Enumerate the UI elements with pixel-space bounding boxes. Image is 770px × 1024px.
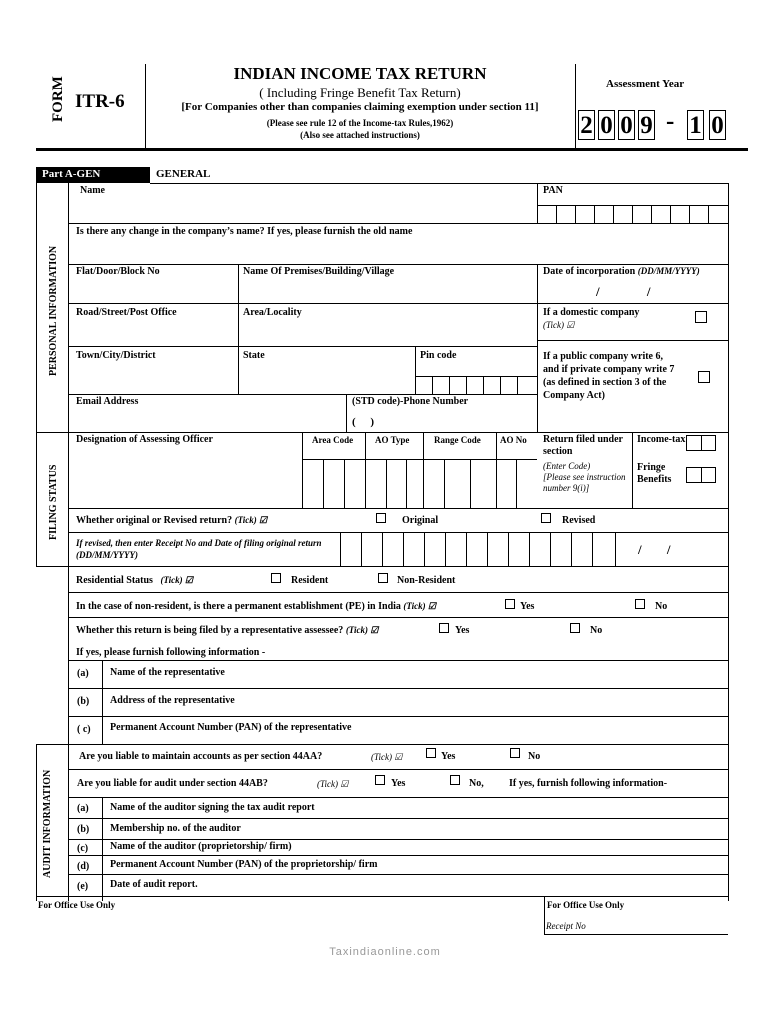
name-change-question: Is there any change in the company’s name? If yes, please furnish the old name [76,226,413,237]
fringe-code-input[interactable] [686,467,716,483]
rep-no-checkbox[interactable] [570,623,580,633]
pan-label: PAN [543,185,563,196]
state-label: State [243,350,265,361]
audit-item-key: (c) [77,843,89,854]
ao-type-label: AO Type [375,435,410,445]
audit-item-label: Name of the auditor (proprietorship/ firm) [110,841,292,852]
original-label: Original [402,515,439,526]
income-tax-label: Income-tax [637,434,686,445]
assessment-year-label: Assessment Year [606,78,685,90]
rep-no-label: No [590,625,603,636]
rep-yes-checkbox[interactable] [439,623,449,633]
email-label: Email Address [76,396,139,407]
q44aa: Are you liable to maintain accounts as per section 44AA? [79,751,323,762]
side-label-personal: PERSONAL INFORMATION [48,245,59,376]
q44aa-yes-label: Yes [441,751,456,762]
side-label-audit: AUDIT INFORMATION [42,769,53,878]
rep-if-yes: If yes, please furnish following information - [76,647,266,658]
phone-input[interactable]: ( ) [352,416,375,428]
year-digit: 0 [618,110,635,140]
rep-item-key: ( c) [77,724,91,735]
q44aa-no-checkbox[interactable] [510,748,520,758]
flat-label: Flat/Door/Block No [76,266,160,277]
form-subtitle: ( Including Fringe Benefit Tax Return) [259,85,461,100]
q44aa-no-label: No [528,751,541,762]
applicability-note: [For Companies other than companies claiming exemption under section 11] [181,101,539,113]
rule-note: (Please see rule 12 of the Income-tax Rules,1962) [266,118,454,128]
q44ab-tick: (Tick) ☑ [317,779,349,789]
audit-item-label: Permanent Account Number (PAN) of the proprietorship/ firm [110,859,378,870]
non-resident-label: Non-Resident [397,575,456,586]
rep-item-label: Permanent Account Number (PAN) of the representative [110,722,352,733]
town-label: Town/City/District [76,350,156,361]
watermark: Taxindiaonline.com [329,946,441,958]
company-type-box[interactable] [698,371,710,383]
rep-item-key: (b) [77,696,90,707]
section-title-general: GENERAL [156,168,211,180]
q44ab-no-label: No, [469,778,484,789]
phone-label: (STD code)-Phone Number [352,396,469,407]
original-checkbox[interactable] [376,513,386,523]
income-tax-code-input[interactable] [686,435,716,451]
ao-no-label: AO No [500,435,527,445]
rep-item-label: Name of the representative [110,667,225,678]
area-code-label: Area Code [312,435,354,445]
pan-input[interactable] [537,205,728,223]
year-digit: 0 [598,110,615,140]
q44ab-no-checkbox[interactable] [450,775,460,785]
pe-yes-label: Yes [520,601,535,612]
orig-rev-question: Whether original or Revised return? (Tick) ☑ [76,515,268,526]
audit-item-label: Date of audit report. [110,879,198,890]
pe-no-label: No [655,601,668,612]
non-resident-checkbox[interactable] [378,573,388,583]
audit-item-key: (e) [77,881,89,892]
form-title: INDIAN INCOME TAX RETURN [233,64,487,83]
receipt-no-label: Receipt No [546,921,586,931]
instructions-note: (Also see attached instructions) [300,130,420,140]
year-dash: - [666,108,675,135]
audit-item-key: (a) [77,803,89,814]
audit-item-label: Membership no. of the auditor [110,823,241,834]
road-label: Road/Street/Post Office [76,307,177,318]
year-digit: 1 [687,110,704,140]
incorp-date-input[interactable]: / / [596,284,651,299]
audit-item-key: (b) [77,824,90,835]
ao-code-input[interactable] [302,459,537,508]
year-digit: 2 [578,110,595,140]
form-word: FORM [50,76,66,122]
rep-item-label: Address of the representative [110,695,235,706]
pin-label: Pin code [420,350,457,361]
area-label: Area/Locality [243,307,302,318]
range-code-label: Range Code [434,435,481,445]
receipt-no-input[interactable] [340,532,616,566]
rep-yes-label: Yes [455,625,470,636]
original-date-input[interactable]: / / [638,542,671,557]
part-label: Part A-GEN [42,168,101,180]
year-digit: 9 [638,110,655,140]
office-use-left: For Office Use Only [38,900,116,910]
rep-question: Whether this return is being filed by a representative assessee? (Tick) ☑ [76,625,379,636]
domestic-checkbox[interactable] [695,311,707,323]
q44ab-if-yes: If yes, furnish following information- [509,778,668,789]
office-use-right: For Office Use Only [547,900,625,910]
pin-input[interactable] [415,376,537,394]
domestic-label: If a domestic company [543,307,640,318]
q44ab-yes-checkbox[interactable] [375,775,385,785]
q44ab-yes-label: Yes [391,778,406,789]
q44aa-yes-checkbox[interactable] [426,748,436,758]
ao-label: Designation of Assessing Officer [76,434,213,445]
revised-checkbox[interactable] [541,513,551,523]
revised-note: If revised, then enter Receipt No and Date of filing original return (DD/MM/YYYY) [76,538,322,560]
instruction-hint: [Please see instruction number 9(i)] [543,472,626,493]
domestic-tick-hint: (Tick) ☑ [543,320,575,330]
revised-label: Revised [562,515,596,526]
side-label-filing: FILING STATUS [48,464,59,540]
year-digit: 0 [709,110,726,140]
return-filed-label: Return filed under section [543,434,623,457]
pe-question: In the case of non-resident, is there a permanent establishment (PE) in India (Tick) ☑ [76,601,436,612]
fringe-label: Fringe Benefits [637,462,672,485]
resident-label: Resident [291,575,329,586]
form-code: ITR-6 [75,91,125,112]
pe-yes-checkbox[interactable] [505,599,515,609]
q44aa-tick: (Tick) ☑ [371,752,403,762]
incorp-label: Date of incorporation (DD/MM/YYYY) [543,266,700,277]
audit-item-key: (d) [77,861,90,872]
residential-status-label: Residential Status (Tick) ☑ [76,575,193,586]
pe-no-checkbox[interactable] [635,599,645,609]
public-company-label: If a public company write 6, and if private company write 7 (as defined in section 3 of the Company Act) [543,351,675,401]
rep-item-key: (a) [77,668,89,679]
enter-code-hint: (Enter Code) [543,461,591,471]
q44ab: Are you liable for audit under section 44AB? [77,778,268,789]
audit-item-label: Name of the auditor signing the tax audit report [110,802,315,813]
name-label: Name [80,185,105,196]
resident-checkbox[interactable] [271,573,281,583]
premises-label: Name Of Premises/Building/Village [243,266,395,277]
